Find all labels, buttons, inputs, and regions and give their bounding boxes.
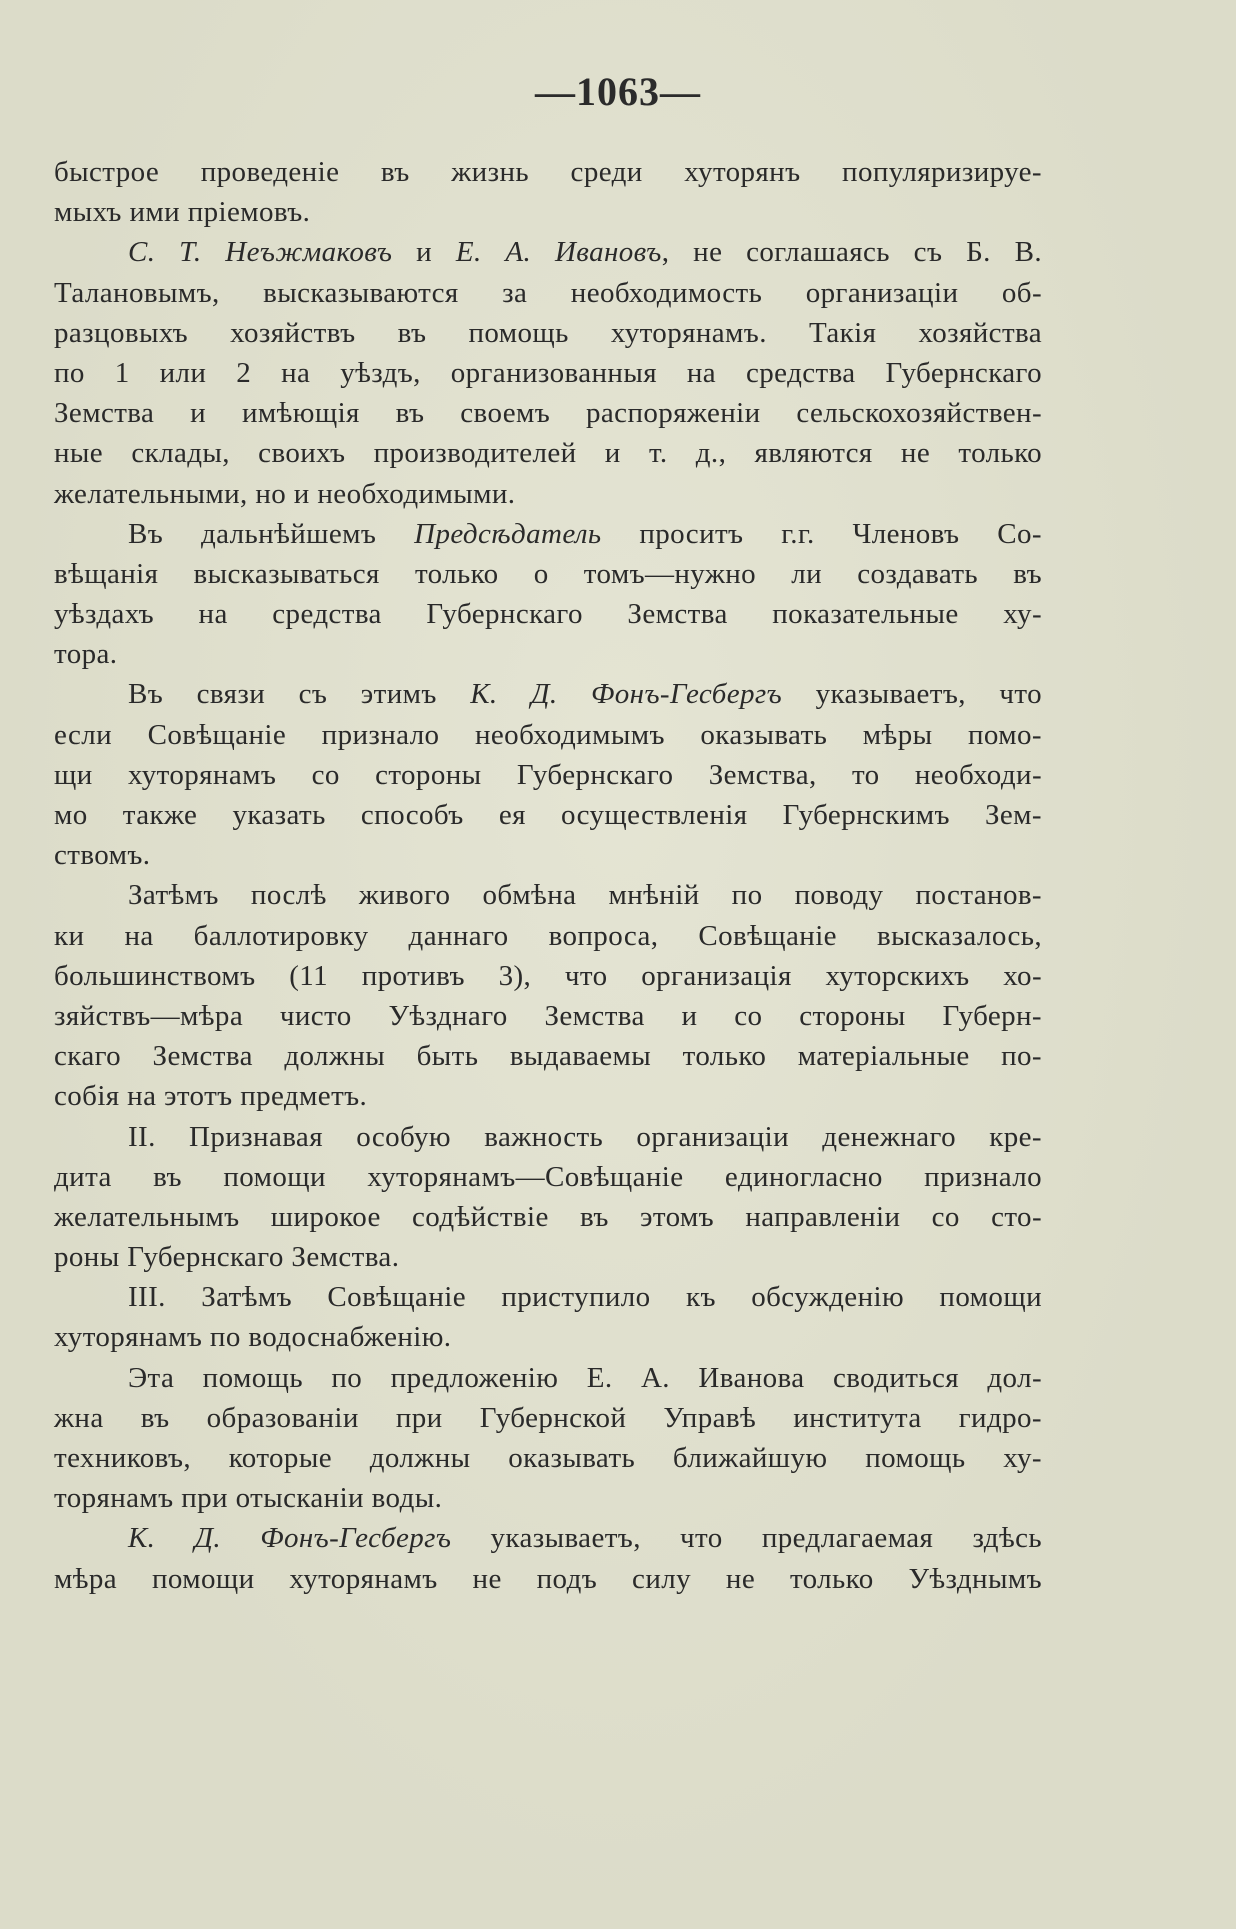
speaker-name: К. Д. Фонъ-Гесбергъ	[470, 678, 783, 711]
text-line	[54, 192, 1042, 232]
text-segment: роны Губернскаго Земства.	[54, 1241, 400, 1274]
text-segment: уѣздахъ на средства Губернскаго Земства показательные ху-	[54, 598, 1042, 631]
text-segment: Эта помощь по предложенію Е. А. Иванова сводиться дол-	[128, 1361, 1042, 1394]
paragraph	[54, 1117, 1042, 1278]
text-segment: дита въ помощи хуторянамъ—Совѣщаніе единогласно признало	[54, 1160, 1042, 1193]
text-segment: скаго Земства должны быть выдаваемы только матеріальные по-	[54, 1040, 1042, 1073]
speaker-name: Е. А. Ивановъ	[455, 236, 662, 269]
speaker-name: Предсѣдатель	[414, 517, 602, 550]
text-segment: зяйствъ—мѣра чисто Уѣзднаго Земства и со стороны Губерн-	[54, 999, 1042, 1032]
text-line	[54, 1197, 1042, 1237]
text-segment: разцовыхъ хозяйствъ въ помощь хуторянамъ. Такія хозяйства	[54, 316, 1042, 349]
paragraph	[54, 1358, 1042, 1519]
text-segment: желательнымъ широкое содѣйствіе въ этомъ направленіи со сто-	[54, 1200, 1042, 1233]
text-segment: быстрое проведеніе въ жизнь среди хуторянъ популяризируе-	[54, 156, 1042, 188]
text-segment: жна въ образованіи при Губернской Управѣ института гидро-	[54, 1401, 1042, 1434]
text-line	[54, 916, 1042, 956]
text-line	[54, 835, 1042, 875]
text-line	[54, 1438, 1042, 1478]
text-segment: собія на этотъ предметъ.	[54, 1080, 368, 1113]
text-segment: и	[392, 236, 456, 269]
text-line	[54, 795, 1042, 835]
paragraph	[54, 875, 1042, 1116]
text-line	[54, 1358, 1042, 1398]
text-segment: торянамъ при отысканіи воды.	[54, 1482, 443, 1515]
text-segment: указываетъ, что предлагаемая здѣсь	[451, 1522, 1042, 1555]
text-line	[54, 1237, 1042, 1277]
text-line	[54, 1117, 1042, 1157]
text-segment: Въ дальнѣйшемъ	[128, 517, 415, 550]
text-segment: если Совѣщаніе признало необходимымъ оказывать мѣры помо-	[54, 718, 1042, 751]
text-line	[54, 1398, 1042, 1438]
text-line	[54, 674, 1042, 714]
text-segment: проситъ г.г. Членовъ Со-	[601, 517, 1042, 550]
text-line	[54, 273, 1042, 313]
speaker-name: К. Д. Фонъ-Гесбергъ	[128, 1522, 452, 1555]
text-line	[54, 956, 1042, 996]
text-segment: техниковъ, которые должны оказывать ближайшую помощь ху-	[54, 1442, 1042, 1474]
text-line	[54, 1559, 1042, 1599]
text-segment: II. Признавая особую важность организаціи денежнаго кре-	[128, 1120, 1042, 1153]
text-line	[54, 1277, 1042, 1317]
text-line	[54, 393, 1042, 433]
text-line	[54, 996, 1042, 1036]
text-line	[54, 1317, 1042, 1357]
paragraph	[54, 1277, 1042, 1357]
text-segment: мыхъ ими пріемовъ.	[54, 196, 311, 229]
text-segment: мо также указать способъ ея осуществленія Губернскимъ Зем-	[54, 799, 1042, 831]
text-segment: желательными, но и необходимыми.	[54, 477, 516, 510]
text-line	[54, 554, 1042, 594]
body-text	[54, 152, 1042, 1599]
text-segment: III. Затѣмъ Совѣщаніе приступило къ обсужденію помощи	[128, 1281, 1042, 1314]
text-segment: указываетъ, что	[782, 678, 1042, 711]
paragraph	[54, 1518, 1042, 1598]
text-line	[54, 1518, 1042, 1558]
text-segment: Въ связи съ этимъ	[128, 678, 471, 711]
paragraph	[54, 152, 1042, 232]
text-line	[54, 755, 1042, 795]
text-segment: ствомъ.	[54, 839, 151, 872]
text-segment: ки на баллотировку даннаго вопроса, Совѣщаніе высказалось,	[54, 919, 1042, 952]
text-line	[54, 594, 1042, 634]
paragraph	[54, 514, 1042, 675]
text-line	[54, 433, 1042, 473]
text-segment: , не соглашаясь съ Б. В.	[661, 236, 1042, 269]
text-line	[54, 1157, 1042, 1197]
text-line	[54, 232, 1042, 272]
text-line	[54, 353, 1042, 393]
paragraph	[54, 232, 1042, 513]
text-segment: ные склады, своихъ производителей и т. д., являются не только	[54, 437, 1042, 470]
text-segment: вѣщанія высказываться только о томъ—нужно ли создавать въ	[54, 557, 1042, 590]
text-line	[54, 313, 1042, 353]
text-line	[54, 474, 1042, 514]
text-line	[54, 1076, 1042, 1116]
text-segment: Талановымъ, высказываются за необходимость организаціи об-	[54, 276, 1042, 309]
text-segment: тора.	[54, 638, 118, 671]
text-segment: Земства и имѣющія въ своемъ распоряженіи сельскохозяйствен-	[54, 397, 1042, 430]
text-segment: щи хуторянамъ со стороны Губернскаго Земства, то необходи-	[54, 758, 1042, 791]
text-line	[54, 1478, 1042, 1518]
speaker-name: С. Т. Неъжмаковъ	[128, 236, 393, 269]
text-line	[54, 152, 1042, 192]
text-segment: Затѣмъ послѣ живого обмѣна мнѣній по поводу постанов-	[128, 879, 1042, 912]
text-segment: хуторянамъ по водоснабженію.	[54, 1321, 452, 1354]
text-line	[54, 1036, 1042, 1076]
paragraph	[54, 674, 1042, 875]
text-line	[54, 634, 1042, 674]
text-line	[54, 875, 1042, 915]
text-segment: мѣра помощи хуторянамъ не подъ силу не только Уѣзднымъ	[54, 1562, 1042, 1595]
page-number: —1063—	[535, 69, 701, 114]
text-segment: большинствомъ (11 противъ 3), что организація хуторскихъ хо-	[54, 959, 1042, 992]
text-segment: по 1 или 2 на уѣздъ, организованныя на средства Губернскаго	[54, 356, 1042, 389]
text-line	[54, 715, 1042, 755]
text-line	[54, 514, 1042, 554]
